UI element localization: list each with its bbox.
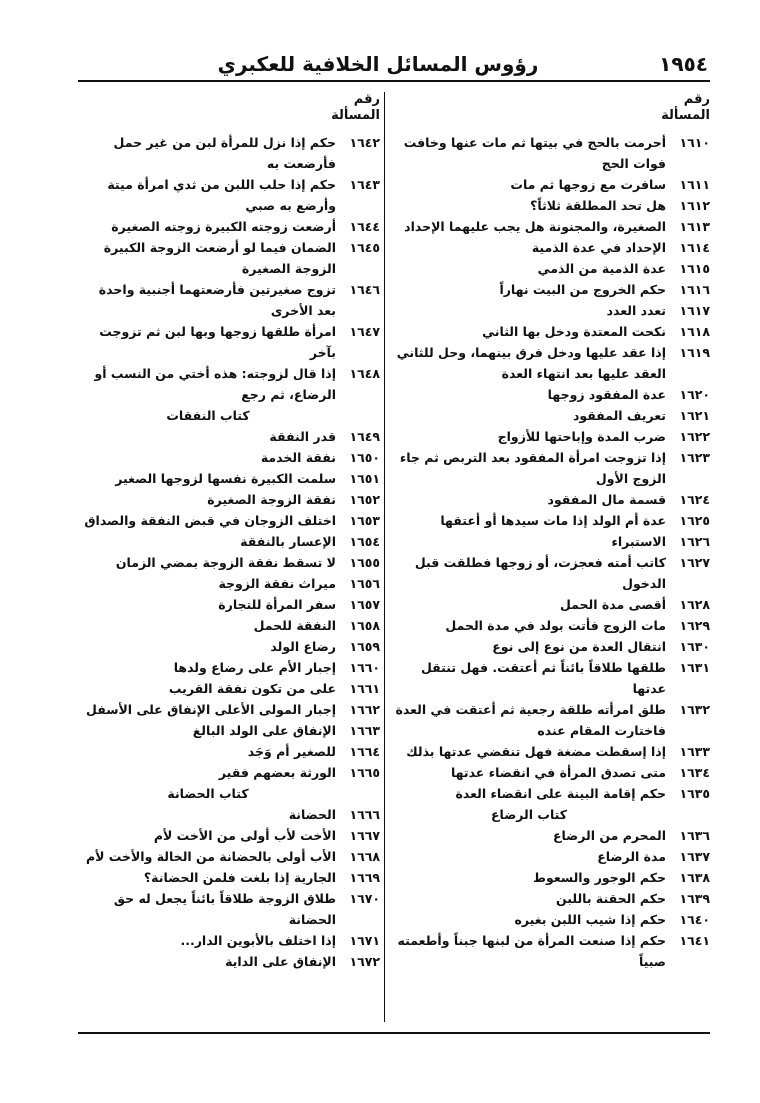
entry-title: لا تسقط نفقة الزوجة بمضي الزمان	[115, 555, 336, 570]
section-title: كتاب الرضاع	[490, 807, 568, 822]
entry-title: حكم إذا حلب اللبن من ثدي امرأة ميتة وأرضع به صبي	[107, 177, 336, 213]
entry-title: سفر المرأة للتجارة	[218, 597, 336, 612]
index-entry	[80, 237, 380, 279]
entry-title: إجبار المولى الأعلى الإنفاق على الأسفل	[86, 702, 336, 717]
index-entry	[80, 615, 380, 636]
entry-title: مدة الرضاع	[597, 849, 666, 864]
section-heading	[80, 405, 380, 426]
entry-title: امرأة طلقها زوجها وبها لبن ثم تزوجت بآخر	[99, 324, 336, 360]
index-entry	[392, 657, 710, 699]
entry-number: ١٦٥٦	[349, 576, 380, 591]
entry-number: ١٦٦٤	[349, 744, 380, 759]
section-heading	[392, 804, 710, 825]
entry-number: ١٦٤١	[679, 933, 710, 948]
entry-number: ١٦٥٣	[349, 513, 380, 528]
entry-title: عدة أم الولد إذا مات سيدها أو أعتقها	[440, 513, 666, 528]
index-entry	[80, 426, 380, 447]
entry-title: الضمان فيما لو أرضعت الزوجة الكبيرة الزوجة الصغيرة	[103, 240, 336, 276]
entry-number: ١٦٤٧	[349, 324, 380, 339]
index-entry	[80, 279, 380, 321]
index-entry	[80, 678, 380, 699]
entry-title: إذا عقد عليها ودخل فرق بينهما، وحل للثاني العقد عليها بعد انتهاء العدة	[396, 345, 666, 381]
entry-title: النفقة للحمل	[253, 618, 336, 633]
index-entry	[392, 216, 710, 237]
entry-number: ١٦١٩	[679, 345, 710, 360]
index-entry	[80, 132, 380, 174]
index-entry	[80, 510, 380, 531]
entry-number: ١٦٢٥	[679, 513, 710, 528]
entry-title: اختلف الزوجان في قبض النفقة والصداق	[84, 513, 336, 528]
index-entry	[392, 237, 710, 258]
entry-title: انتقال العدة من نوع إلى نوع	[492, 639, 666, 654]
entry-title: متى تصدق المرأة في انقضاء عدتها	[450, 765, 666, 780]
entry-title: الجارية إذا بلغت فلمن الحضانة؟	[143, 870, 336, 885]
index-entry	[392, 909, 710, 930]
entry-title: إذا تزوجت امرأة المفقود بعد التربص ثم جاء الزوج الأول	[399, 450, 666, 486]
entry-title: نكحت المعتدة ودخل بها الثاني	[482, 324, 666, 339]
entry-number: ١٦٥٨	[349, 618, 380, 633]
entry-number: ١٦٣٤	[679, 765, 710, 780]
entry-number: ١٦٣٣	[679, 744, 710, 759]
entry-number: ١٦٤٣	[349, 177, 380, 192]
entry-number: ١٦٧٢	[349, 954, 380, 969]
entry-number: ١٦٣٥	[679, 786, 710, 801]
index-entry	[80, 174, 380, 216]
index-entry	[392, 531, 710, 552]
index-entry	[80, 321, 380, 363]
entry-number: ١٦٢٦	[679, 534, 710, 549]
entry-number: ١٦٢٨	[679, 597, 710, 612]
index-entry	[80, 216, 380, 237]
index-entry	[392, 405, 710, 426]
entry-number: ١٦٣٢	[679, 702, 710, 717]
index-entry	[392, 321, 710, 342]
entry-number: ١٦٦٩	[349, 870, 380, 885]
entry-number: ١٦٤٢	[349, 135, 380, 150]
entry-number: ١٦١٧	[679, 303, 710, 318]
entry-title: الأب أولى بالحضانة من الخالة والأخت لأم	[85, 849, 336, 864]
entry-number: ١٦٧٠	[349, 891, 380, 906]
header-line-2: المسألة	[661, 108, 710, 123]
entry-title: طلق امرأته طلقة رجعية ثم أعتقت في العدة فاختارت المقام عنده	[395, 702, 666, 738]
entry-number: ١٦٥١	[349, 471, 380, 486]
entry-number: ١٦٥٢	[349, 492, 380, 507]
entry-title: الحضانة	[288, 807, 336, 822]
entry-number: ١٦١٨	[679, 324, 710, 339]
column-divider	[384, 92, 385, 1022]
index-entry	[392, 594, 710, 615]
entry-number: ١٦٤٠	[679, 912, 710, 927]
index-entry	[80, 447, 380, 468]
header-line-2: المسألة	[331, 108, 380, 123]
entry-title: على من تكون نفقة القريب	[168, 681, 336, 696]
entry-title: أحرمت بالحج في بيتها ثم مات عنها وخافت فوات الحج	[403, 135, 666, 171]
index-entry	[392, 174, 710, 195]
index-entry	[392, 699, 710, 741]
entry-title: حكم الوجور والسعوط	[533, 870, 666, 885]
index-entry	[392, 258, 710, 279]
index-entry	[392, 342, 710, 384]
entry-title: حكم إذا شيب اللبن بغيره	[514, 912, 666, 927]
entry-title: حكم إقامة البينة على انقضاء العدة	[455, 786, 666, 801]
entry-number: ١٦٢٣	[679, 450, 710, 465]
entry-number: ١٦٢٠	[679, 387, 710, 402]
entry-title: أقصى مدة الحمل	[560, 597, 666, 612]
entry-number: ١٦١٠	[679, 135, 710, 150]
index-entry	[392, 930, 710, 972]
entry-title: طلقها طلاقاً بائناً ثم أعتقت. فهل تنتقل عدتها	[421, 660, 666, 696]
entry-number: ١٦١٢	[679, 198, 710, 213]
entry-title: إذا قال لزوجته: هذه أختي من النسب أو الرضاع، ثم رجع	[94, 366, 336, 402]
entry-number: ١٦٢٩	[679, 618, 710, 633]
entry-title: تزوج صغيرتين فأرضعتهما أجنبية واحدة بعد الأخرى	[98, 282, 336, 318]
index-entry	[80, 531, 380, 552]
entry-title: نفقة الخدمة	[260, 450, 336, 465]
entry-title: الأخت لأب أولى من الأخت لأم	[153, 828, 336, 843]
index-entry	[80, 594, 380, 615]
entry-number: ١٦١٦	[679, 282, 710, 297]
entry-number: ١٦٦٥	[349, 765, 380, 780]
index-entry	[392, 783, 710, 804]
entry-number: ١٦٦٨	[349, 849, 380, 864]
index-entry	[392, 762, 710, 783]
index-entry	[80, 573, 380, 594]
entry-number: ١٦٣٧	[679, 849, 710, 864]
entry-number: ١٦٤٥	[349, 240, 380, 255]
right-column-header	[392, 92, 710, 132]
index-entry	[392, 384, 710, 405]
header-line-1: رقم	[683, 92, 710, 107]
entry-number: ١٦٧١	[349, 933, 380, 948]
entry-title: عدة الذمية من الذمي	[537, 261, 666, 276]
entry-title: إذا اختلف بالأبوين الدار...	[180, 933, 336, 948]
entry-number: ١٦١٤	[679, 240, 710, 255]
index-entry	[80, 552, 380, 573]
index-entry	[80, 363, 380, 405]
index-entry	[392, 552, 710, 594]
right-entries-list	[392, 132, 710, 972]
index-entry	[80, 657, 380, 678]
index-entry	[80, 846, 380, 867]
index-entry	[392, 867, 710, 888]
page-number: ١٩٥٤	[659, 52, 708, 76]
entry-title: المحرم من الرضاع	[552, 828, 666, 843]
index-entry	[392, 300, 710, 321]
entry-number: ١٦٤٦	[349, 282, 380, 297]
entry-title: إجبار الأم على رضاع ولدها	[173, 660, 336, 675]
index-entry	[80, 720, 380, 741]
index-entry	[392, 426, 710, 447]
entry-title: حكم الحقنة باللبن	[556, 891, 666, 906]
entry-title: هل تحد المطلقة ثلاثاً؟	[530, 198, 666, 213]
entry-title: الإنفاق على الداية	[225, 954, 336, 969]
entry-title: الاستبراء	[611, 534, 666, 549]
index-entry	[80, 825, 380, 846]
index-entry	[392, 447, 710, 489]
index-entry	[392, 741, 710, 762]
section-title: كتاب النفقات	[166, 408, 250, 423]
entry-title: حكم الخروج من البيت نهاراً	[499, 282, 666, 297]
index-entry	[80, 468, 380, 489]
entry-number: ١٦٦٧	[349, 828, 380, 843]
entry-number: ١٦٦٠	[349, 660, 380, 675]
page-header	[78, 52, 708, 78]
entry-title: للصغير أم وَجَد	[247, 744, 336, 759]
entry-title: أرضعت زوجته الكبيرة زوجته الصغيرة	[111, 219, 336, 234]
index-entry	[80, 888, 380, 930]
entry-title: قدر النفقة	[269, 429, 336, 444]
entry-title: سافرت مع زوجها ثم مات	[510, 177, 666, 192]
index-entry	[392, 489, 710, 510]
entry-title: ضرب المدة وإباحتها للأزواج	[497, 429, 666, 444]
entry-number: ١٦٢٢	[679, 429, 710, 444]
entry-number: ١٦٥٤	[349, 534, 380, 549]
index-entry	[392, 195, 710, 216]
entry-title: الإنفاق على الولد البالغ	[192, 723, 336, 738]
entry-number: ١٦٦٢	[349, 702, 380, 717]
entry-title: ميراث نفقة الزوجة	[218, 576, 336, 591]
entry-number: ١٦٥٩	[349, 639, 380, 654]
header-rule	[78, 80, 710, 82]
entry-title: الإعسار بالنفقة	[240, 534, 336, 549]
entry-title: حكم إذا صنعت المرأة من لبنها جبناً وأطعمته صبياً	[397, 933, 666, 969]
entry-number: ١٦٢٧	[679, 555, 710, 570]
entry-number: ١٦١١	[679, 177, 710, 192]
index-entry	[80, 489, 380, 510]
entry-number: ١٦٦٣	[349, 723, 380, 738]
index-entry	[80, 804, 380, 825]
right-column	[392, 92, 710, 972]
entry-number: ١٦٦٦	[349, 807, 380, 822]
index-entry	[80, 951, 380, 972]
entry-number: ١٦١٥	[679, 261, 710, 276]
index-entry	[392, 510, 710, 531]
entry-number: ١٦٣٦	[679, 828, 710, 843]
index-entry	[80, 867, 380, 888]
index-entry	[392, 888, 710, 909]
index-entry	[392, 825, 710, 846]
section-title: كتاب الحضانة	[167, 786, 249, 801]
entry-title: تعدد العدد	[606, 303, 666, 318]
entry-number: ١٦٢١	[679, 408, 710, 423]
entry-title: قسمة مال المفقود	[547, 492, 666, 507]
index-entry	[80, 741, 380, 762]
book-title: رؤوس المسائل الخلافية للعكبري	[217, 52, 539, 76]
left-column	[80, 92, 380, 972]
entry-title: طلاق الزوجة طلاقاً بائناً يجعل له حق الحضانة	[113, 891, 336, 927]
entry-title: الصغيرة، والمجنونة هل يجب عليهما الإحداد	[404, 219, 666, 234]
entry-title: الورثة بعضهم فقير	[218, 765, 336, 780]
index-entry	[392, 132, 710, 174]
entry-number: ١٦٣٩	[679, 891, 710, 906]
index-entry	[392, 846, 710, 867]
left-entries-list	[80, 132, 380, 972]
entry-number: ١٦٥٠	[349, 450, 380, 465]
entry-number: ١٦٣١	[679, 660, 710, 675]
entry-title: حكم إذا نزل للمرأة لبن من غير حمل فأرضعت به	[113, 135, 336, 171]
entry-title: عدة المفقود زوجها	[547, 387, 666, 402]
entry-title: إذا إسقطت مضغة فهل تنقضي عدتها بذلك	[406, 744, 666, 759]
entry-number: ١٦٥٧	[349, 597, 380, 612]
entry-number: ١٦٣٨	[679, 870, 710, 885]
entry-title: رضاع الولد	[270, 639, 336, 654]
section-heading	[80, 783, 380, 804]
index-entry	[392, 615, 710, 636]
entry-title: نفقة الزوجة الصغيرة	[207, 492, 336, 507]
entry-number: ١٦١٣	[679, 219, 710, 234]
entry-number: ١٦٣٠	[679, 639, 710, 654]
index-entry	[80, 930, 380, 951]
entry-number: ١٦٤٤	[349, 219, 380, 234]
entry-number: ١٦٤٨	[349, 366, 380, 381]
entry-number: ١٦٥٥	[349, 555, 380, 570]
index-entry	[392, 279, 710, 300]
left-column-header	[80, 92, 380, 132]
entry-title: كاتب أمته فعجزت، أو زوجها فطلقت قبل الدخول	[414, 555, 666, 591]
entry-title: الإحداد في عدة الذمية	[531, 240, 666, 255]
entry-number: ١٦٦١	[349, 681, 380, 696]
entry-number: ١٦٤٩	[349, 429, 380, 444]
entry-number: ١٦٢٤	[679, 492, 710, 507]
index-entry	[80, 636, 380, 657]
entry-title: تعريف المفقود	[572, 408, 666, 423]
index-entry	[80, 699, 380, 720]
footer-rule	[78, 1032, 710, 1034]
entry-title: مات الزوج فأتت بولد في مدة الحمل	[445, 618, 666, 633]
entry-title: سلمت الكبيرة نفسها لزوجها الصغير	[115, 471, 336, 486]
header-line-1: رقم	[353, 92, 380, 107]
index-entry	[392, 636, 710, 657]
index-entry	[80, 762, 380, 783]
